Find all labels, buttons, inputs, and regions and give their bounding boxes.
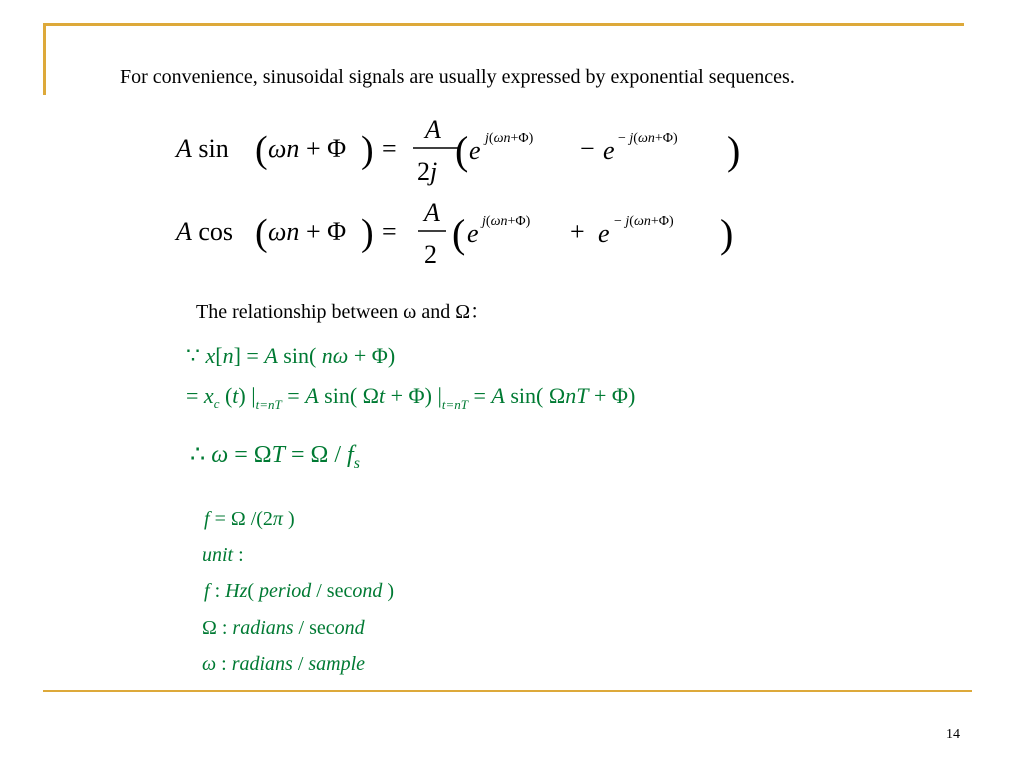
unit-Omega bbox=[202, 617, 366, 639]
svg-text:=: = bbox=[382, 134, 397, 163]
svg-text:f : Hz( period / second ): f : Hz( period / second ) bbox=[204, 580, 395, 602]
svg-text:e: e bbox=[467, 219, 479, 248]
svg-text:ω : radians / sample: ω : radians / sample bbox=[202, 653, 366, 675]
svg-text:A cos: A cos bbox=[176, 217, 234, 246]
svg-text:∴ ω = ΩT = Ω / fs: ∴ $\omega = \Omega T = \Omega / f_s$ bbox=[190, 442, 360, 472]
svg-text:j(ωn+Φ): j(ωn+Φ) bbox=[485, 131, 534, 146]
relationship-text: The relationship between ω and Ω： bbox=[196, 301, 491, 323]
svg-text:A: A bbox=[425, 115, 441, 144]
frequency-definition bbox=[204, 508, 295, 530]
svg-text:(: ( bbox=[255, 212, 268, 254]
svg-text:2: 2 bbox=[424, 240, 437, 269]
svg-text:(: ( bbox=[255, 129, 268, 171]
svg-text:−: − bbox=[580, 134, 595, 163]
svg-text:− j(ωn+Φ): − j(ωn+Φ) bbox=[614, 214, 674, 229]
svg-text:f = Ω /(2π ): f = Ω /(2π ) bbox=[204, 508, 295, 530]
sampling-result bbox=[190, 442, 360, 472]
svg-text:e: e bbox=[598, 219, 610, 248]
sin-identity-equation bbox=[174, 115, 740, 186]
svg-text:): ) bbox=[361, 212, 374, 254]
svg-text:): ) bbox=[727, 128, 741, 173]
unit-heading bbox=[202, 544, 244, 566]
svg-text:A: A bbox=[424, 198, 440, 227]
cos-identity-equation bbox=[174, 198, 733, 269]
svg-text:Ω : radians / second: Ω : radians / second bbox=[202, 617, 365, 639]
svg-text:=: = bbox=[382, 217, 397, 246]
svg-text:(: ( bbox=[452, 211, 466, 256]
svg-text:− j(ωn+Φ): − j(ωn+Φ) bbox=[618, 131, 678, 146]
svg-text:ωn: ωn bbox=[268, 134, 300, 163]
intro-text: For convenience, sinusoidal signals are usually expressed by exponential sequences. bbox=[120, 66, 795, 88]
unit-f bbox=[204, 580, 394, 602]
sampling-line-2 bbox=[186, 383, 635, 412]
svg-text:+ Φ: + Φ bbox=[306, 217, 347, 246]
svg-text:= xc (t) |t=nT = A sin( Ωt + Φ: = $x_c$ (t) $|_{t=nT} = A$ sin( Ωt + Φ) $|_{t=nT} = A$ sin( ΩnT + Φ) bbox=[186, 383, 636, 412]
svg-text:+ Φ: + Φ bbox=[306, 134, 347, 163]
page-number: 14 bbox=[946, 727, 960, 742]
svg-text:2j: 2j bbox=[417, 157, 438, 186]
svg-text:ωn: ωn bbox=[268, 217, 300, 246]
sampling-line-1 bbox=[186, 343, 395, 368]
svg-text:): ) bbox=[361, 129, 374, 171]
svg-text:j(ωn+Φ): j(ωn+Φ) bbox=[482, 214, 531, 229]
svg-text:+: + bbox=[570, 217, 585, 246]
svg-text:e: e bbox=[469, 136, 481, 165]
svg-text:A sin: A sin bbox=[176, 134, 229, 163]
svg-text:(: ( bbox=[455, 128, 469, 173]
svg-text:): ) bbox=[720, 211, 734, 256]
svg-text:unit :: unit : bbox=[202, 544, 244, 566]
svg-text:∵ x[n] = A sin( nω + Φ): ∵ x[n] = A sin( nω + Φ) bbox=[186, 343, 396, 368]
unit-omega bbox=[202, 653, 365, 675]
svg-text:e: e bbox=[603, 136, 615, 165]
